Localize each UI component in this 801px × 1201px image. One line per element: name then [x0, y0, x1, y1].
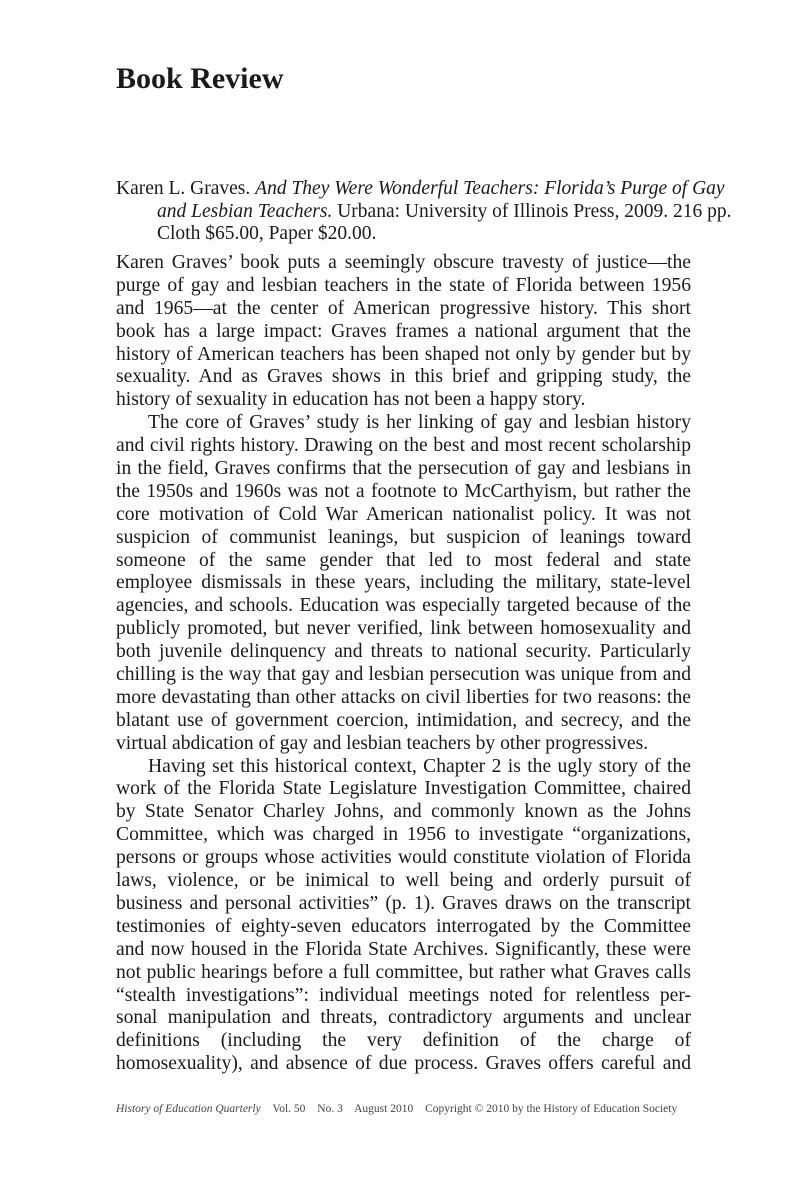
citation-publisher: Urbana: University of Illinois Press, 2009. 216 pp.: [337, 200, 732, 222]
body-text-line: employee dismissals in these years, including the military, state-level: [116, 572, 691, 594]
body-text-line: laws, violence, or be inimical to well being and orderly pursuit of: [116, 870, 691, 892]
body-text-line: publicly promoted, but never verified, link between homosexuality and: [116, 618, 691, 640]
body-text-line: homosexuality), and absence of due process. Graves offers careful and: [116, 1053, 691, 1075]
body-text-line: The core of Graves’ study is her linking of gay and lesbian history: [148, 412, 691, 434]
body-text-line: Having set this historical context, Chapter 2 is the ugly story of the: [148, 755, 691, 777]
body-text-line: sonal manipulation and threats, contradictory arguments and unclear: [116, 1007, 691, 1029]
body-text-line: book has a large impact: Graves frames a national argument that the: [116, 320, 691, 342]
section-title: Book Review: [116, 62, 284, 95]
body-text-line: persons or groups whose activities would constitute violation of Florida: [116, 847, 691, 869]
body-text-line: “stealth investigations”: individual meetings noted for relentless per-: [116, 984, 691, 1006]
footer-journal: History of Education Quarterly: [116, 1103, 261, 1115]
body-text-line: core motivation of Cold War American nationalist policy. It was not: [116, 503, 691, 525]
body-text-line: purge of gay and lesbian teachers in the state of Florida between 1956: [116, 274, 691, 296]
body-text-line: the 1950s and 1960s was not a footnote to McCarthyism, but rather the: [116, 480, 691, 502]
body-text-line: history of American teachers has been shaped not only by gender but by: [116, 343, 691, 365]
body-text-line: testimonies of eighty-seven educators interrogated by the Committee: [116, 915, 691, 937]
body-text-line: definitions (including the very definition of the charge of: [116, 1030, 691, 1052]
citation-book-title: And They Were Wonderful Teachers: Florida’s Purge of Gay: [255, 178, 725, 199]
body-text-line: more devastating than other attacks on civil liberties for two reasons: the: [116, 686, 691, 708]
footer-number: No. 3: [317, 1103, 343, 1115]
footer-volume: Vol. 50: [272, 1103, 306, 1115]
page-footer: [116, 1103, 686, 1115]
body-text-line: and civil rights history. Drawing on the best and most recent scholarship: [116, 435, 691, 457]
body-text-line: history of sexuality in education has not been a happy story.: [116, 389, 586, 411]
body-text-line: someone of the same gender that led to most federal and state: [116, 549, 691, 571]
body-text-line: and now housed in the Florida State Archives. Significantly, these were: [116, 938, 691, 960]
citation-prices: Cloth $65.00, Paper $20.00.: [157, 223, 377, 244]
footer-date: August 2010: [354, 1103, 414, 1115]
body-text-line: work of the Florida State Legislature Investigation Committee, chaired: [116, 778, 691, 800]
body-text-line: business and personal activities” (p. 1). Graves draws on the transcript: [116, 892, 691, 914]
body-text-line: both juvenile delinquency and threats to national security. Particularly: [116, 641, 691, 663]
body-text-line: suspicion of communist leanings, but suspicion of leanings toward: [116, 526, 691, 548]
body-text-line: Committee, which was charged in 1956 to investigate “organizations,: [116, 824, 691, 846]
body-text-line: by State Senator Charley Johns, and commonly known as the Johns: [116, 801, 691, 823]
body-text-line: Karen Graves’ book puts a seemingly obscure travesty of justice—the: [116, 252, 691, 273]
citation-line: [116, 200, 732, 224]
review-body: [116, 252, 691, 1076]
citation-line: [116, 178, 725, 201]
body-text-line: and 1965—at the center of American progressive history. This short: [116, 297, 691, 319]
body-text-line: in the field, Graves confirms that the persecution of gay and lesbians in: [116, 458, 691, 480]
citation-author: Karen L. Graves.: [116, 178, 251, 199]
body-text-line: blatant use of government coercion, intimidation, and secrecy, and the: [116, 709, 691, 731]
footer-copyright: Copyright © 2010 by the History of Education Society: [425, 1103, 678, 1115]
body-text-line: agencies, and schools. Education was especially targeted because of the: [116, 595, 691, 617]
body-text-line: sexuality. And as Graves shows in this brief and gripping study, the: [116, 366, 691, 388]
body-text-line: not public hearings before a full committee, but rather what Graves calls: [116, 961, 691, 983]
body-text-line: virtual abdication of gay and lesbian teachers by other progressives.: [116, 732, 649, 754]
citation-book-title-cont: and Lesbian Teachers.: [157, 200, 333, 222]
book-citation: [116, 178, 732, 246]
body-text-line: chilling is the way that gay and lesbian persecution was unique from and: [116, 664, 691, 686]
